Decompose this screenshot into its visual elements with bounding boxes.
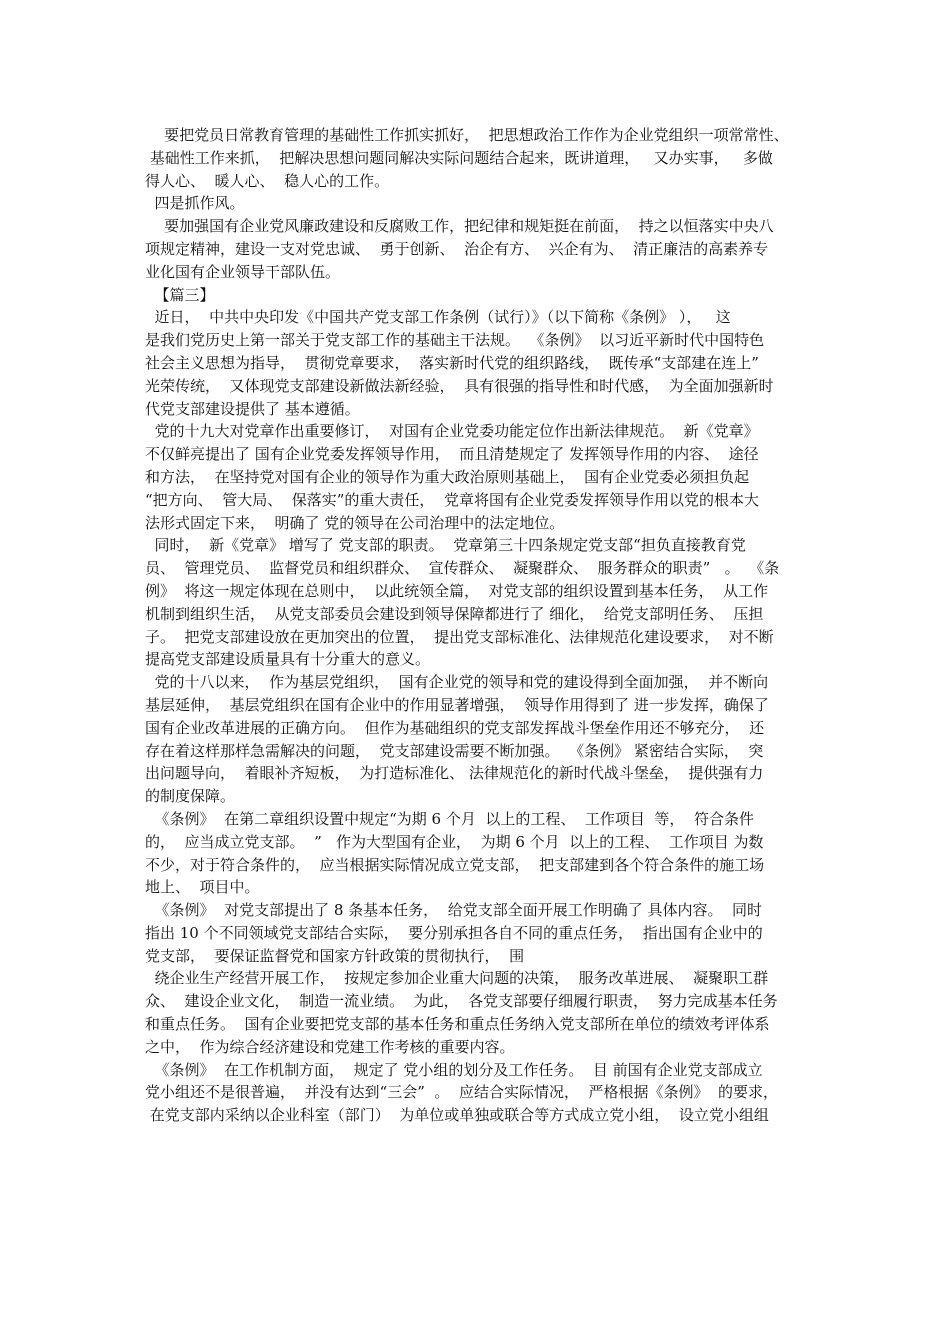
text-line: “把方向、 管大局、 保落实”的重大责任， 党章将国有企业党委发挥领导作用以党的根本大 (145, 490, 759, 509)
text-line: 和方法， 在坚持党对国有企业的领导作为重大政治原则基础上， 国有企业党委必须担负起 (145, 467, 750, 486)
text-line: 基层延伸， 基层党组织在国有企业中的作用显著增强， 领导作用得到了 进一步发挥，确保了 (145, 695, 769, 714)
text-line: 指出 10 个不同领域党支部结合实际， 要分别承担各自不同的重点任务， 指出国有企业中的 (145, 923, 763, 942)
text-line: 绕企业生产经营开展工作， 按规定参加企业重大问题的决策， 服务改革进展、 凝聚职工群 (145, 969, 769, 988)
text-line: 是我们党历史上第一部关于党支部工作的基础主干法规。 《条例》 以习近平新时代中国特色 (145, 331, 765, 350)
text-line: 子。 把党支部建设放在更加突出的位置， 提出党支部标准化、法律规范化建设要求， 对不断 (145, 627, 774, 646)
paragraph (145, 534, 815, 671)
text-line: 光荣传统， 又体现党支部建设新做法新经验， 具有很强的指导性和时代感， 为全面加强新时 (145, 376, 774, 395)
text-line: 的制度保障。 (145, 787, 236, 806)
section-title (145, 284, 815, 307)
text-line: 众、 建设企业文化， 制造一流业绩。 为此， 各党支部要仔细履行职责， 努力完成基本任务 (145, 992, 778, 1011)
paragraph (145, 808, 815, 899)
text-line: 在党支部内采纳以企业科室（部门） 为单位或单独或联合等方式成立党小组， 设立党小组组 (145, 1106, 769, 1125)
text-line: 的， 应当成立党支部。 ” 作为大型国有企业， 为期 6 个月 以上的工程、 工作项目 为数 (145, 832, 764, 851)
text-line: 【篇三】 (145, 285, 215, 304)
paragraph (145, 671, 815, 808)
paragraph (145, 420, 815, 534)
text-line: 同时， 新《党章》 增写了 党支部的职责。 党章第三十四条规定党支部“担负直接教育党 (145, 536, 746, 555)
text-line: 员、 管理党员、 监督党员和组织群众、 宣传群众、 凝聚群众、 服务群众的职责” 。 《条 (145, 559, 780, 578)
paragraph (145, 124, 815, 192)
text-line: 和重点任务。 国有企业要把党支部的基本任务和重点任务纳入党支部所在单位的绩效考评体系 (145, 1015, 770, 1034)
text-line: 不仅鲜亮提出了 国有企业党委发挥领导作用， 而且清楚规定了 发挥领导作用的内容、 途径 (145, 445, 759, 464)
text-line: 要加强国有企业党风廉政建设和反腐败工作，把纪律和规矩挺在前面， 持之以恒落实中央八 (145, 217, 774, 236)
text-line: 社会主义思想为指导， 贯彻党章要求， 落实新时代党的组织路线， 既传承“支部建在连上” (145, 353, 759, 372)
text-line: 近日， 中共中央印发《中国共产党支部工作条例（试行）》（以下简称《条例》 ）， 这 (145, 308, 731, 327)
text-line: 基础性工作来抓， 把解决思想问题同解决实际问题结合起来，既讲道理， 又办实事， 多做 (145, 148, 773, 167)
text-line: 党的十九大对党章作出重要修订， 对国有企业党委功能定位作出新法律规范。 新《党章》 (145, 422, 759, 441)
text-line: 之中， 作为综合经济建设和党建工作考核的重要内容。 (145, 1037, 515, 1056)
paragraph (145, 899, 815, 967)
paragraph (145, 1059, 815, 1127)
text-line: 存在着这样那样急需解决的问题， 党支部建设需要不断加强。 《条例》 紧密结合实际， 突 (145, 741, 764, 760)
paragraph (145, 967, 815, 1058)
section-heading (145, 192, 815, 215)
text-line: 得人心、 暖人心、 稳人心的工作。 (145, 171, 390, 190)
text-line: 法形式固定下来， 明确了 党的领导在公司治理中的法定地位。 (145, 513, 565, 532)
text-line: 业化国有企业领导干部队伍。 (145, 262, 341, 281)
text-line: 要把党员日常教育管理的基础性工作抓实抓好， 把思想政治工作作为企业党组织一项常常性、 (145, 126, 789, 144)
paragraph (145, 215, 815, 283)
text-line: 出问题导向， 着眼补齐短板， 为打造标准化、 法律规范化的新时代战斗堡垒， 提供强有力 (145, 764, 764, 783)
text-line: 《条例》 对党支部提出了 8 条基本任务， 给党支部全面开展工作明确了 具体内容。 同时 (145, 901, 762, 920)
text-line: 提高党支部建设质量具有十分重大的意义。 (145, 650, 431, 669)
text-line: 党的十八以来， 作为基层党组织， 国有企业党的领导和党的建设得到全面加强， 并不断向 (145, 673, 769, 692)
paragraph (145, 306, 815, 420)
text-line: 地上、 项目中。 (145, 878, 260, 897)
text-line: 四是抓作风。 (145, 194, 245, 213)
text-line: 代党支部建设提供了 基本遵循。 (145, 399, 360, 418)
document-body (145, 124, 815, 1127)
text-line: 项规定精神，建设一支对党忠诚、 勇于创新、 治企有方、 兴企有为、 清正廉洁的高素养专 (145, 239, 769, 258)
text-line: 例》 将这一规定体现在总则中， 以此统领全篇， 对党支部的组织设置到基本任务， 从工作 (145, 581, 769, 600)
text-line: 党小组还不是很普遍， 并没有达到“三会” 。 应结合实际情况， 严格根据《条例》 的要求， (145, 1083, 779, 1102)
text-line: 《条例》 在工作机制方面， 规定了 党小组的划分及工作任务。 目 前国有企业党支部成立 (145, 1060, 763, 1079)
text-line: 机制到组织生活， 从党支部委员会建设到领导保障都进行了 细化， 给党支部明任务、 压担 (145, 604, 764, 623)
text-line: 不少，对于符合条件的， 应当根据实际情况成立党支部， 把支部建到各个符合条件的施工场 (145, 855, 765, 874)
text-line: 党支部， 要保证监督党和国家方针政策的贯彻执行， 围 (145, 946, 525, 965)
text-line: 国有企业改革进展的正确方向。 但作为基础组织的党支部发挥战斗堡垒作用还不够充分， 还 (145, 718, 765, 737)
text-line: 《条例》 在第二章组织设置中规定“为期 6 个月 以上的工程、 工作项目 等， 符合条件 (145, 809, 754, 828)
